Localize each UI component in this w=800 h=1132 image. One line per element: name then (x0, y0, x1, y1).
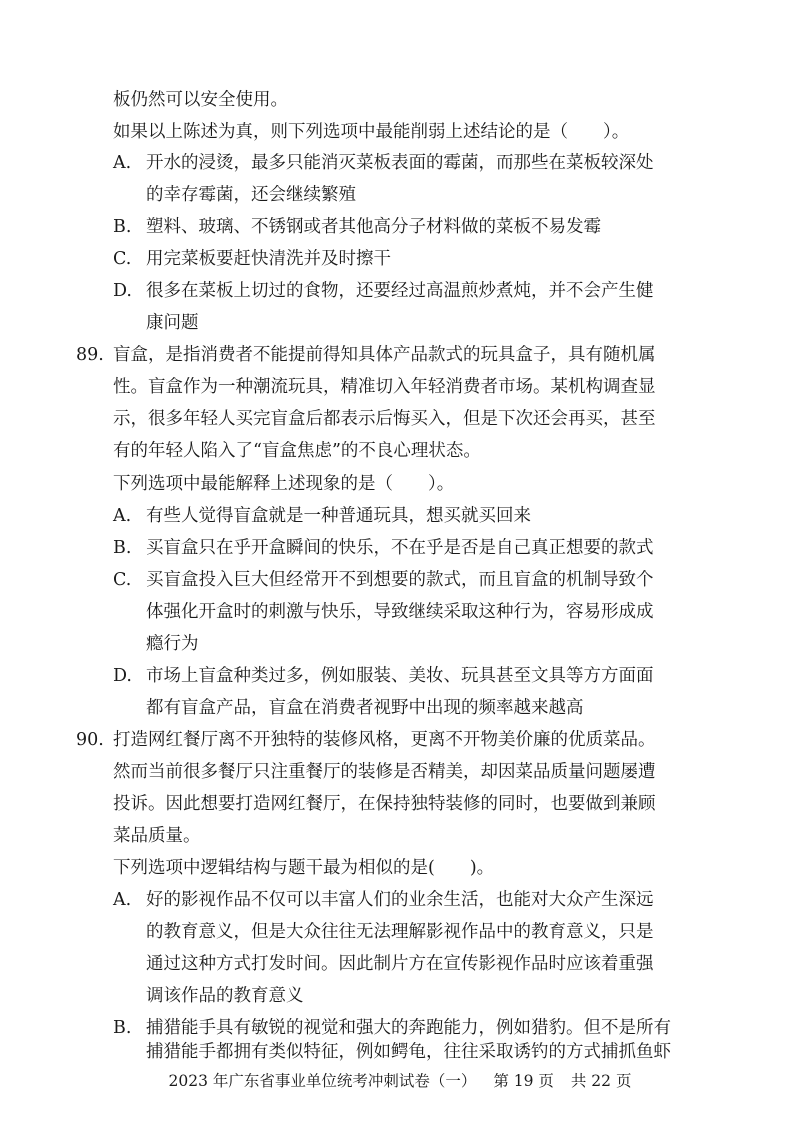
prev-question-stem: 如果以上陈述为真，则下列选项中最能削弱上述结论的是（ ）。 (113, 122, 630, 142)
prev-question-tail: 板仍然可以安全使用。 (113, 90, 288, 110)
option-label: B. (113, 1018, 132, 1038)
question-stem: 下列选项中逻辑结构与题干最为相似的是( )。 (113, 858, 495, 878)
page-footer (0, 1070, 800, 1092)
option-text: 开水的浸烫，最多只能消灭菜板表面的霉菌，而那些在菜板较深处 (146, 153, 654, 173)
option-label: C. (113, 570, 132, 590)
option-text: 都有盲盒产品，盲盒在消费者视野中出现的频率越来越高 (146, 698, 584, 718)
question-number: 90. (76, 730, 104, 750)
option-text: 捕猎能手具有敏锐的视觉和强大的奔跑能力，例如猎豹。但不是所有 (146, 1018, 671, 1038)
option-label: B. (113, 217, 132, 237)
footer-total-pages: 共 22 页 (570, 1072, 632, 1090)
option-label: D. (113, 666, 132, 686)
option-text: 捕猎能手都拥有类似特征，例如鳄龟，往往采取诱钓的方式捕抓鱼虾 (146, 1042, 671, 1062)
question-body-line: 有的年轻人陷入了“盲盒焦虑”的不良心理状态。 (113, 441, 481, 461)
option-text: 很多在菜板上切过的食物，还要经过高温煎炒煮炖，并不会产生健 (146, 281, 654, 301)
option-text: 的幸存霉菌，还会继续繁殖 (146, 185, 356, 205)
question-number: 89. (76, 345, 104, 365)
option-text: 买盲盒只在乎开盒瞬间的快乐，不在乎是否是自己真正想要的款式 (146, 538, 654, 558)
question-body-line: 示，很多年轻人买完盲盒后都表示后悔买入，但是下次还会再买，甚至 (113, 409, 656, 429)
option-text: 用完菜板要赶快清洗并及时擦干 (146, 249, 391, 269)
option-text: 通过这种方式打发时间。因此制片方在宣传影视作品时应该着重强 (146, 954, 654, 974)
footer-title: 2023 年广东省事业单位统考冲刺试卷（一） (168, 1072, 477, 1090)
option-text: 调该作品的教育意义 (146, 986, 304, 1006)
footer-page-number: 第 19 页 (493, 1072, 554, 1090)
question-body-line: 打造网红餐厅离不开独特的装修风格，更离不开物美价廉的优质菜品。 (113, 730, 656, 750)
option-text: 康问题 (146, 313, 199, 333)
option-text: 的教育意义，但是大众往往无法理解影视作品中的教育意义，只是 (146, 922, 654, 942)
question-body-line: 性。盲盒作为一种潮流玩具，精准切入年轻消费者市场。某机构调查显 (113, 377, 656, 397)
option-text: 塑料、玻璃、不锈钢或者其他高分子材料做的菜板不易发霉 (146, 217, 601, 237)
option-label: A. (113, 506, 132, 526)
option-text: 好的影视作品不仅可以丰富人们的业余生活，也能对大众产生深远 (146, 890, 654, 910)
option-text: 有些人觉得盲盒就是一种普通玩具，想买就买回来 (146, 506, 531, 526)
option-label: A. (113, 890, 132, 910)
question-body-line: 菜品质量。 (113, 826, 201, 846)
option-label: A. (113, 153, 132, 173)
question-stem: 下列选项中最能解释上述现象的是（ ）。 (113, 474, 455, 494)
option-label: C. (113, 249, 132, 269)
question-body-line: 盲盒，是指消费者不能提前得知具体产品款式的玩具盒子，具有随机属 (113, 345, 656, 365)
option-text: 市场上盲盒种类过多，例如服装、美妆、玩具甚至文具等方方面面 (146, 666, 654, 686)
option-text: 体强化开盒时的刺激与快乐，导致继续采取这种行为，容易形成成 (146, 602, 654, 622)
option-text: 买盲盒投入巨大但经常开不到想要的款式，而且盲盒的机制导致个 (146, 570, 654, 590)
option-text: 瘾行为 (146, 634, 199, 654)
option-label: D. (113, 281, 132, 301)
option-label: B. (113, 538, 132, 558)
question-body-line: 投诉。因此想要打造网红餐厅，在保持独特装修的同时，也要做到兼顾 (113, 794, 656, 814)
question-body-line: 然而当前很多餐厅只注重餐厅的装修是否精美，却因菜品质量问题屡遭 (113, 762, 656, 782)
